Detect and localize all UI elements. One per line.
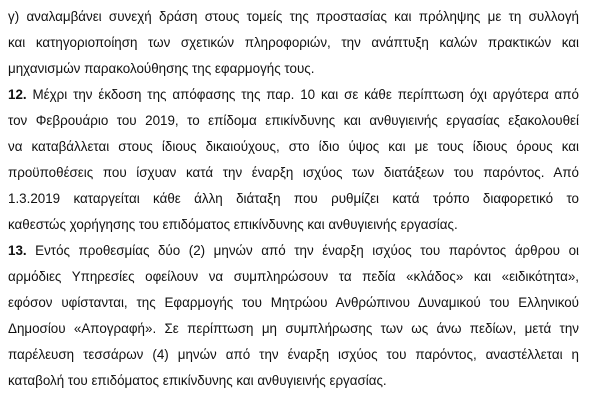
paragraph-12-line-text: Μέχρι την έκδοση της απόφασης της παρ. 10 και σε κάθε περίπτωση όχι αργότερα από — [26, 87, 579, 102]
paragraph-13-first-line — [8, 240, 579, 262]
paragraph-13-line: καταβολή του επιδόματος επικίνδυνης και ανθυγιεινής εργασίας. — [8, 373, 387, 388]
paragraph-13-line: παρέλευση τεσσάρων (4) μηνών από την έναρξη ισχύος του παρόντος, αναστέλλεται η — [8, 347, 579, 362]
paragraph-g-line: μηχανισμών παρακολούθησης της εφαρμογής τους. — [8, 61, 315, 76]
paragraph-g-line: γ) αναλαμβάνει συνεχή δράση στους τομείς της προστασίας και πρόληψης με τη συλλογή — [8, 9, 579, 24]
paragraph-12-line: να καταβάλλεται στους ίδιους δικαιούχους, στο ίδιο ύψος και με τους ίδιους όρους και — [8, 139, 579, 154]
paragraph-12-line: καθεστώς χορήγησης του επιδόματος επικίνδυνης και ανθυγιεινής εργασίας. — [8, 217, 458, 232]
paragraph-13-line: αρμόδιες Υπηρεσίες οφείλουν να συμπληρώσουν τα πεδία «κλάδος» και «ειδικότητα», — [8, 269, 579, 284]
paragraph-13-line: Δημοσίου «Απογραφή». Σε περίπτωση μη συμπλήρωσης των ως άνω πεδίων, μετά την — [8, 321, 579, 336]
paragraph-13-line-text: Εντός προθεσμίας δύο (2) μηνών από την έναρξη ισχύος του παρόντος άρθρου οι — [26, 243, 579, 258]
document-page — [8, 0, 579, 420]
paragraph-12-line: προϋποθέσεις που ίσχυαν κατά την έναρξη ισχύος των διατάξεων του παρόντος. Από — [8, 165, 579, 180]
paragraph-g-line: και κατηγοριοποίηση των σχετικών πληροφοριών, την ανάπτυξη καλών πρακτικών και — [8, 35, 579, 50]
paragraph-13-line: εφόσον υφίστανται, της Εφαρμογής του Μητρώου Ανθρώπινου Δυναμικού του Ελληνικού — [8, 295, 579, 310]
paragraph-number: 12. — [8, 87, 27, 102]
paragraph-number: 13. — [8, 243, 27, 258]
paragraph-12-line: 1.3.2019 καταργείται κάθε άλλη διάταξη που ρυθμίζει κατά τρόπο διαφορετικό το — [8, 191, 579, 206]
paragraph-12-first-line — [8, 84, 579, 106]
paragraph-12-line: τον Φεβρουάριο του 2019, το επίδομα επικίνδυνης και ανθυγιεινής εργασίας εξακολουθεί — [8, 113, 579, 128]
